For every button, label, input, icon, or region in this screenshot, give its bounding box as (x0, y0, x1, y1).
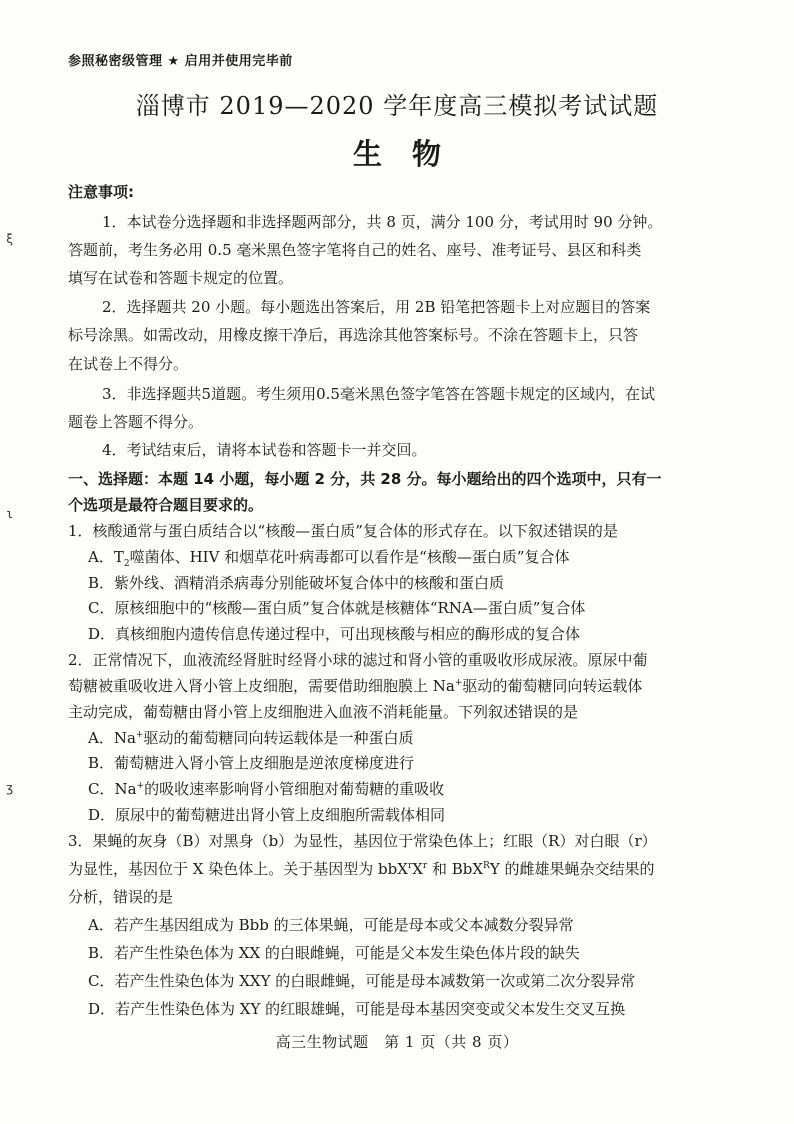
q3-option-d: D．若产生性染色体为 XY 的红眼雄蝇，可能是母本基因突变或父本发生交叉互换 (88, 1000, 626, 1018)
q2-stem: 2．正常情况下，血液流经肾脏时经肾小球的滤过和肾小管的重吸收形成尿液。原尿中葡 (68, 651, 648, 669)
q2-option-d: D．原尿中的葡萄糖进出肾小管上皮细胞所需载体相同 (88, 806, 446, 824)
notice-item: 标号涂黑。如需改动，用橡皮擦干净后，再选涂其他答案标号。不涂在答题卡上，只答 (68, 326, 639, 344)
q1-option-a: A．$T_2$噬菌体、HIV 和烟草花叶病毒都可以看作是“核酸—蛋白质”复合体 (88, 548, 570, 569)
q2-stem-cont: 主动完成，葡萄糖由肾小管上皮细胞进入血液不消耗能量。下列叙述错误的是 (68, 703, 579, 721)
exam-title: 淄博市 2019—2020 学年度高三模拟考试试题 (135, 92, 659, 120)
q1-option-d: D．真核细胞内遗传信息传递过程中，可出现核酸与相应的酶形成的复合体 (88, 625, 581, 643)
q1-option-b: B．紫外线、酒精消杀病毒分别能破坏复合体中的核酸和蛋白质 (88, 574, 505, 592)
q3-stem-cont: 分析，错误的是 (68, 888, 174, 906)
section-heading: 一、选择题：本题 14 小题，每小题 2 分，共 28 分。每小题给出的四个选项中，只有一 (68, 470, 662, 488)
section-heading-cont: 个选项是最符合题目要求的。 (68, 496, 264, 514)
q1-option-c: C．原核细胞中的“核酸—蛋白质”复合体就是核糖体“RNA—蛋白质”复合体 (88, 599, 586, 617)
q3-option-a: A．若产生基因组成为 Bbb 的三体果蝇，可能是母本或父本减数分裂异常 (88, 916, 574, 934)
notice-item: 1．本试卷分选择题和非选择题两部分，共 8 页，满分 100 分，考试用时 90 分钟。 (102, 213, 663, 231)
notice-item: 在试卷上不得分。 (68, 355, 189, 373)
notice-item: 题卷上答题不得分。 (68, 413, 204, 431)
q3-option-c: C．若产生性染色体为 XXY 的白眼雌蝇，可能是母本减数第一次或第二次分裂异常 (88, 972, 636, 990)
confidentiality-note: 参照秘密级管理 ★ 启用并使用完毕前 (68, 54, 293, 69)
notice-item: 2．选择题共 20 小题。每小题选出答案后，用 2B 铅笔把答题卡上对应题目的答案 (102, 298, 651, 316)
q3-stem-cont: 为显性，基因位于 X 染色体上。关于基因型为 $bbX^rX^r$ 和 BbX$^R$Y 的雌雄果蝇杂交结果的 (68, 860, 655, 878)
notice-item: 4．考试结束后，请将本试卷和答题卡一并交回。 (102, 441, 427, 459)
page-footer: 高三生物试题 第 1 页（共 8 页） (275, 1033, 519, 1051)
q2-option-b: B．葡萄糖进入肾小管上皮细胞是逆浓度梯度进行 (88, 754, 415, 772)
q3-option-b: B．若产生性染色体为 XX 的白眼雌蝇，可能是父本发生染色体片段的缺失 (88, 944, 580, 962)
q1-stem: 1．核酸通常与蛋白质结合以“核酸—蛋白质”复合体的形式存在。以下叙述错误的是 (68, 522, 618, 540)
q2-option-c: C．Na+的吸收速率影响肾小管细胞对葡萄糖的重吸收 (88, 780, 445, 798)
q2-option-a: A．Na+驱动的葡萄糖同向转运载体是一种蛋白质 (88, 729, 414, 747)
margin-mark: ʒ (6, 781, 14, 795)
notice-item: 答题前，考生务必用 0.5 毫米黑色签字笔将自己的姓名、座号、准考证号、县区和科类 (68, 241, 642, 259)
q3-stem: 3．果蝇的灰身（B）对黑身（b）为显性，基因位于常染色体上；红眼（R）对白眼（r） (68, 832, 657, 850)
q2-stem-cont: 萄糖被重吸收进入肾小管上皮细胞，需要借助细胞膜上 Na+驱动的葡萄糖同向转运载体 (68, 677, 643, 695)
notice-item: 填写在试卷和答题卡规定的位置。 (68, 269, 294, 287)
subject-title: 生物 (352, 137, 471, 171)
notice-heading: 注意事项: (68, 183, 134, 201)
notice-item: 3．非选择题共5道题。考生须用0.5毫米黑色签字笔答在答题卡规定的区域内，在试 (102, 385, 655, 403)
margin-mark: ɩ (6, 507, 14, 521)
margin-mark: ξ (6, 232, 14, 246)
